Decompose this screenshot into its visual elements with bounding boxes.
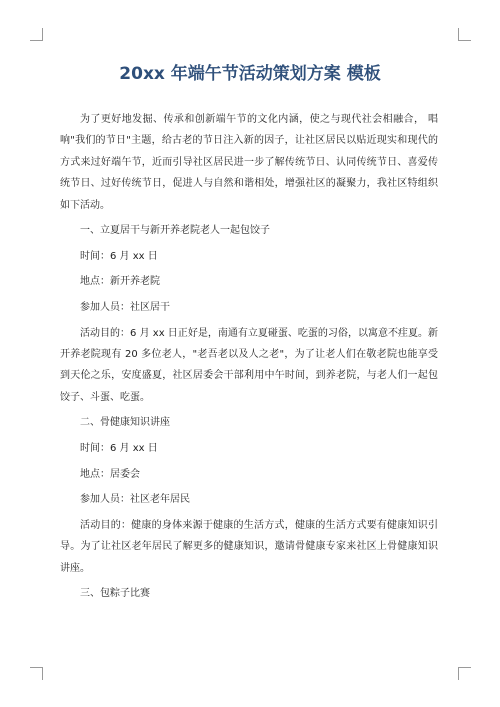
section-1-purpose: 活动目的：6 月 xx 日正好是，南通有立夏碰蛋、吃蛋的习俗，以寓意不疰夏。新开养老院现有 20 多位老人，"老吾老以及人之老"，为了让老人们在敬老院也能享受到天伦之乐，安度盛夏，社区居委会干部利用中午时间，到养老院，与老人们一起包饺子、斗蛋、吃蛋。	[60, 327, 438, 403]
section-2-participants: 参加人员：社区老年居民	[80, 494, 190, 506]
section-1-location: 地点：新开养老院	[80, 276, 160, 288]
intro-paragraph: 为了更好地发掘、传承和创新端午节的文化内涵，使之与现代社会相融合， 唱响"我们的节日"主题，给古老的节日注入新的因子，让社区居民以贴近现实和现代的方式来过好端午节，近而引导社区居民进一步了解传统节日、认同传统节日、喜爱传统节日、过好传统节日，促进人与自然和谐相处，增强社区的凝聚力，我社区特组织如下活动。	[60, 114, 438, 211]
crop-mark-top-left	[30, 28, 43, 41]
crop-mark-top-right	[458, 28, 471, 41]
crop-mark-bottom-left	[30, 667, 43, 680]
crop-mark-bottom-right	[458, 667, 471, 680]
section-heading-3: 三、包粽子比赛	[80, 588, 150, 600]
document-title: 20xx 年端午节活动策划方案 模板	[119, 64, 381, 84]
section-1-participants: 参加人员：社区居干	[80, 302, 170, 313]
document-body	[60, 109, 438, 609]
section-2-time: 时间：6 月 xx 日	[80, 443, 158, 454]
section-heading-1: 一、立夏居干与新开养老院老人一起包饺子	[80, 225, 270, 237]
section-2-purpose: 活动目的：健康的身体来源于健康的生活方式，健康的生活方式要有健康知识引导。为了让社区老年居民了解更多的健康知识，邀请骨健康专家来社区上骨健康知识讲座。	[60, 519, 438, 574]
section-heading-2: 二、骨健康知识讲座	[80, 417, 170, 429]
section-2-location: 地点：居委会	[80, 468, 140, 480]
section-1-time: 时间：6 月 xx 日	[80, 250, 158, 262]
